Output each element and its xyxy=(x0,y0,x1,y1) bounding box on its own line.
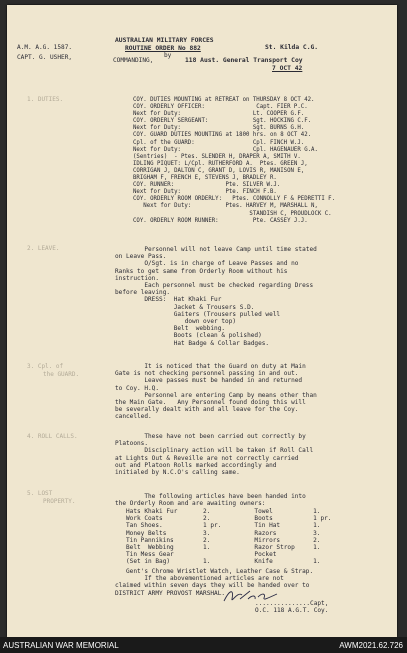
property-outro: Gent's Chrome Wristlet Watch, Leather Case & Strap. If the abovementioned articles are not claimed within seven days they will be handed over to DISTRICT ARMY PROVOST MARSHAL. xyxy=(115,568,314,597)
document-page xyxy=(7,5,397,637)
footer-institution: AUSTRALIAN WAR MEMORIAL xyxy=(3,641,119,650)
section-leave-heading: 2. LEAVE. xyxy=(27,245,60,252)
guard-text: It is noticed that the Guard on duty at Main Gate is not checking personnel passing in and out. Leave passes must be handed in and returned to Coy. H.Q. Personnel are entering Camp by means other than the Main Gate. Any Personnel found doing this will be severally dealt with and all leave for the Coy. cancelled. xyxy=(115,363,317,421)
handwritten-signature xyxy=(222,585,282,605)
archive-footer xyxy=(0,637,407,653)
section-guard-heading-1: 3. Cpl. of xyxy=(27,363,64,370)
property-items: Hats Khaki Fur 2. Towel 1. Work Coats 2. Boots 1 pr. Tan Shoes. 1 pr. Tin Hat 1. Money Belts 3. Razors 3. Tin Pannikins 2. Mirrors 2. Belt Webbing 1. Razor Strop 1. Tin Mess Gear Pocket (Set in Bag) 1. Knife 1. xyxy=(126,508,332,566)
section-guard-heading-2: the GUARD. xyxy=(43,371,80,378)
signoff: ...............Capt, O.C. 118 A.G.T. Coy. xyxy=(255,600,329,615)
property-intro: The following articles have been handed into the Orderly Room and are awaiting owners: xyxy=(115,493,306,508)
order-by: by xyxy=(164,52,172,59)
unit-name: 118 Aust. General Transport Coy xyxy=(185,57,303,64)
rollcalls-text: These have not been carried out correctly by Platoons. Disciplinary action will be taken if Roll Call at Lights Out & Reveille are not correctly carried out and Platoon Rolls marked accordingly and initialed by N.C.O's calling same. xyxy=(115,433,314,477)
section-property-heading-1: 5. LOST xyxy=(27,490,53,497)
commanding-label: COMMANDING, xyxy=(113,57,154,64)
section-duties-heading: 1. DUTIES. xyxy=(27,96,64,103)
location: St. Kilda C.G. xyxy=(265,44,319,51)
reference-number: A.M. A.G. 1587. xyxy=(17,44,73,51)
order-date: 7 OCT 42 xyxy=(272,65,303,72)
order-number: ROUTINE ORDER No 882 xyxy=(125,45,201,52)
signatory-name: CAPT. G. USHER, xyxy=(17,54,73,61)
section-property-heading-2: PROPERTY. xyxy=(43,498,76,505)
leave-text: Personnel will not leave Camp until time stated on Leave Pass. O/Sgt. is in charge of Leave Passes and no Ranks to get same from Orderly Room without his instruction. Each personnel must be checked regarding Dress before leaving. DRESS: Hat Khaki Fur Jacket & Trousers S.D. Gaiters (Trousers pulled well down over top) Belt webbing. Boots (clean & polished) Hat Badge & Collar Badges. xyxy=(115,246,317,347)
footer-accession-number: AWM2021.62.726 xyxy=(339,641,403,650)
document-title: AUSTRALIAN MILITARY FORCES xyxy=(115,37,214,44)
section-rollcalls-heading: 4. ROLL CALLS. xyxy=(27,433,78,440)
duties-text: COY. DUTIES MOUNTING at RETREAT on THURSDAY 8 OCT 42. COY. ORDERLY OFFICER: Capt. FIER P.C. Next for Duty: Lt. COOPER G.F. COY. ORDERLY SERGEANT: Sgt. HOCKING C.F. Next for Duty: Sgt. BURNS G.H. COY. GUARD DUTIES MOUNTING at 1800 hrs. on 8 OCT 42. Cpl. of the GUARD: Cpl. FINCH W.J. Next for Duty: Cpl. HAGENAUER G.A. (Sentries) - Ptes. SLENDER H, DRAPER A, SMITH V. IDLING PIQUET: L/Cpl. RUTHERFORD A. Ptes. GREEN J, CORRIGAN J, DALTON C, GRANT D, LOVIS R, MANISON E, BRIGHAM F, FRENCH E, STEVENS J, BRADLEY R. COY. RUNNER: Pte. SILVER W.J. Next for Duty: Pte. FINCH F.B. COY. ORDERLY ROOM ORDERLY: Ptes. CONNOLLY F & PEDRETTI F. Next for Duty: Ptes. HARVEY M, MARSHALL N, STANDISH C, PROUDLOCK C. COY. ORDERLY ROOM RUNNER: Pte. CASSEY J.J. xyxy=(133,97,336,224)
